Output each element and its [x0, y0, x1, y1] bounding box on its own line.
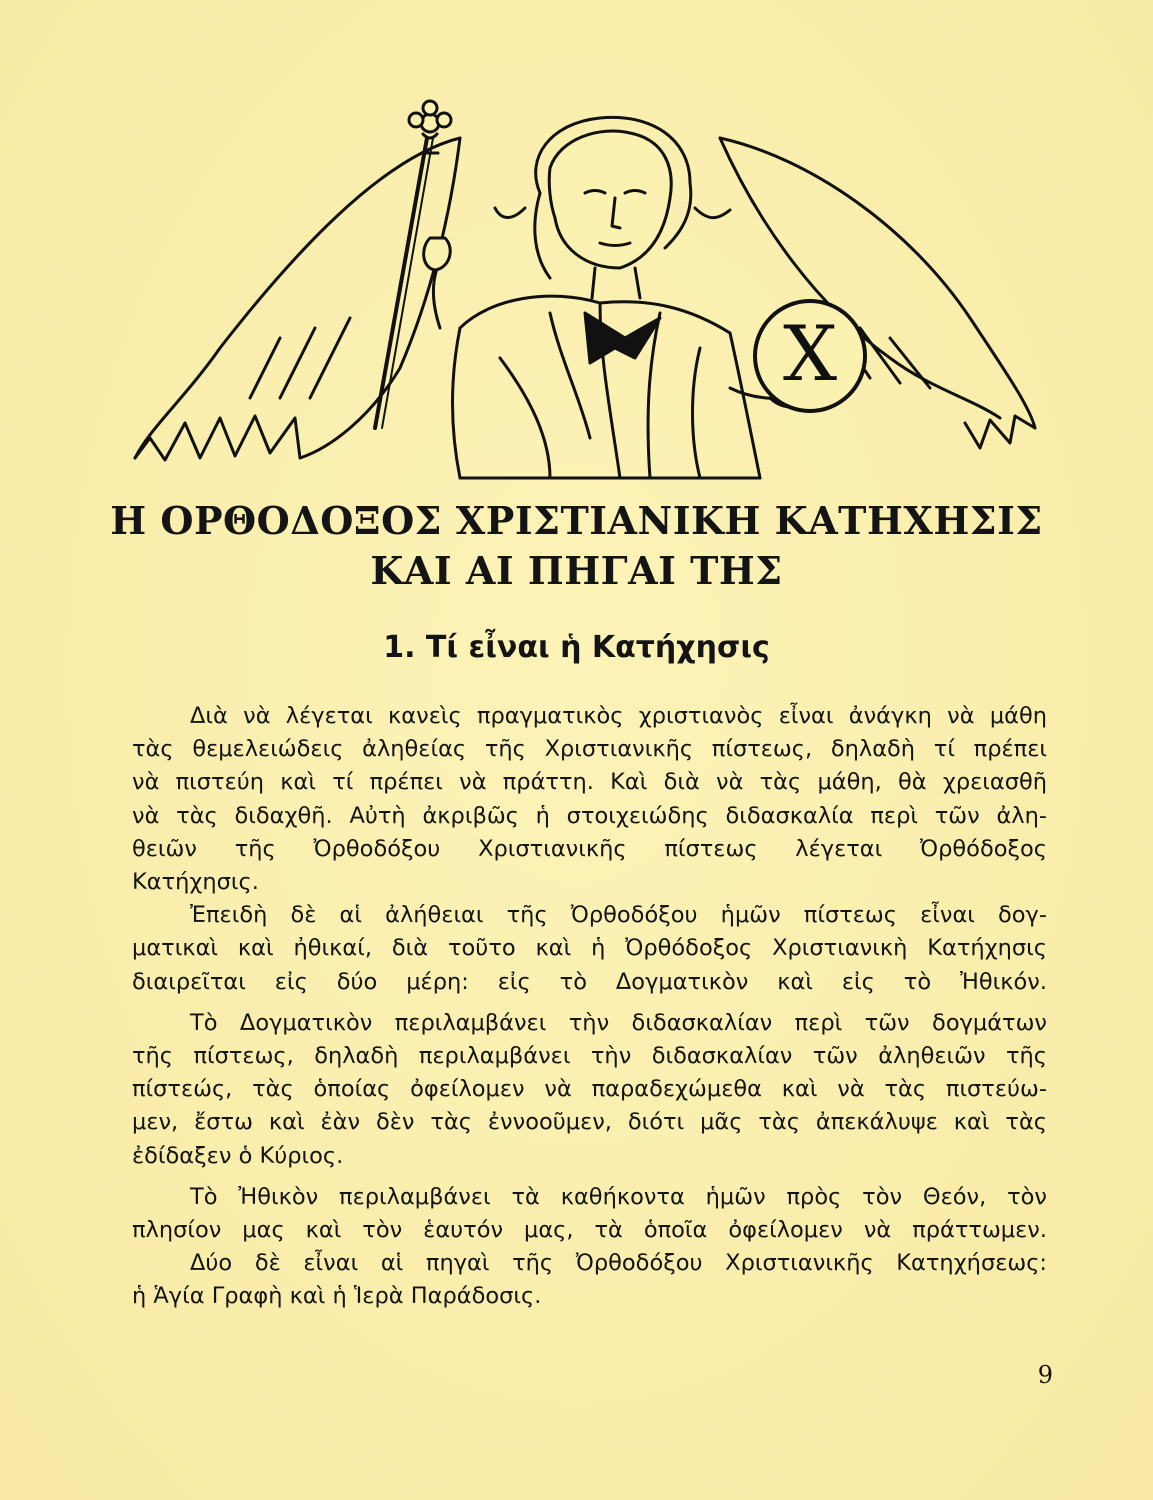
paragraph-gap	[132, 1173, 1047, 1181]
text-line: τὰς θεμελειώδεις ἀληθείας τῆς Χριστιανικῆς πίστεως, δηλαδὴ τί πρέπει	[132, 736, 1047, 763]
page-number: 9	[1037, 1361, 1053, 1389]
text-line: Δύο δὲ εἶναι αἱ πηγαὶ τῆς Ὀρθοδόξου Χριστιανικῆς Κατηχήσεως:	[190, 1250, 1047, 1277]
text-line: ἡ Ἁγία Γραφὴ καὶ ἡ Ἱερὰ Παράδοσις.	[132, 1283, 542, 1310]
text-line: μεν, ἔστω καὶ ἐὰν δὲν τὰς ἐννοοῦμεν, διότι μᾶς τὰς ἀπεκάλυψε καὶ τὰς	[132, 1109, 1047, 1136]
page-title-line-2: ΚΑΙ ΑΙ ΠΗΓΑΙ ΤΗΣ	[370, 548, 783, 593]
orb-letter: X	[782, 309, 838, 398]
text-line: πλησίον μας καὶ τὸν ἑαυτόν μας, τὰ ὁποῖα ὀφείλομεν νὰ πράττωμεν.	[132, 1217, 1047, 1244]
chi-orb-icon	[755, 301, 865, 411]
text-line: πίστεώς, τὰς ὁποίας ὀφείλομεν νὰ παραδεχώμεθα καὶ νὰ τὰς πιστεύω-	[132, 1076, 1047, 1103]
body-text	[132, 700, 1047, 1314]
paragraph-4	[132, 1181, 1047, 1247]
text-line: ματικαὶ καὶ ἠθικαί, διὰ τοῦτο καὶ ἡ Ὀρθόδοξος Χριστιανικὴ Κατήχησις	[132, 935, 1047, 962]
text-line: ἐδίδαξεν ὁ Κύριος.	[132, 1142, 344, 1169]
text-line: νὰ πιστεύη καὶ τί πρέπει νὰ πράττη. Καὶ διὰ νὰ τὰς μάθη, θὰ χρειασθῆ	[132, 769, 1047, 796]
paragraph-5	[132, 1247, 1047, 1313]
paragraph-3	[132, 1007, 1047, 1173]
text-line: τῆς πίστεως, δηλαδὴ περιλαμβάνει τὴν διδασκαλίαν τῶν ἀληθειῶν τῆς	[132, 1043, 1047, 1070]
paragraph-2	[132, 899, 1047, 999]
text-line: Διὰ νὰ λέγεται κανεὶς πραγματικὸς χριστιανὸς εἶναι ἀνάγκη νὰ μάθη	[190, 703, 1047, 729]
text-line: Ἐπειδὴ δὲ αἱ ἀλήθειαι τῆς Ὀρθοδόξου ἡμῶν πίστεως εἶναι δογ-	[190, 902, 1047, 929]
text-line: Τὸ Δογματικὸν περιλαμβάνει τὴν διδασκαλίαν περὶ τῶν δογμάτων	[190, 1009, 1047, 1036]
section-heading: 1. Τί εἶναι ἡ Κατήχησις	[383, 630, 770, 665]
angel-illustration	[130, 98, 1040, 498]
text-line: διαιρεῖται εἰς δύο μέρη: εἰς τὸ Δογματικὸν καὶ εἰς τὸ Ἠθικόν.	[132, 968, 1047, 995]
paragraph-gap	[132, 999, 1047, 1007]
page-title-line-1: Η ΟΡΘΟΔΟΞΟΣ ΧΡΙΣΤΙΑΝΙΚΗ ΚΑΤΗΧΗΣΙΣ	[110, 498, 1043, 543]
text-line: νὰ τὰς διδαχθῆ. Αὐτὴ ἀκριβῶς ἡ στοιχειώδης διδασκαλία περὶ τῶν ἀλη-	[132, 802, 1047, 829]
angel-holding-orb-illustration	[130, 98, 1040, 498]
text-line: θειῶν τῆς Ὀρθοδόξου Χριστιανικῆς πίστεως λέγεται Ὀρθόδοξος	[132, 835, 1047, 862]
paragraph-1	[132, 700, 1047, 899]
text-line: Κατήχησις.	[132, 869, 259, 896]
text-line: Τὸ Ἠθικὸν περιλαμβάνει τὰ καθήκοντα ἡμῶν πρὸς τὸν Θεόν, τὸν	[190, 1183, 1047, 1210]
